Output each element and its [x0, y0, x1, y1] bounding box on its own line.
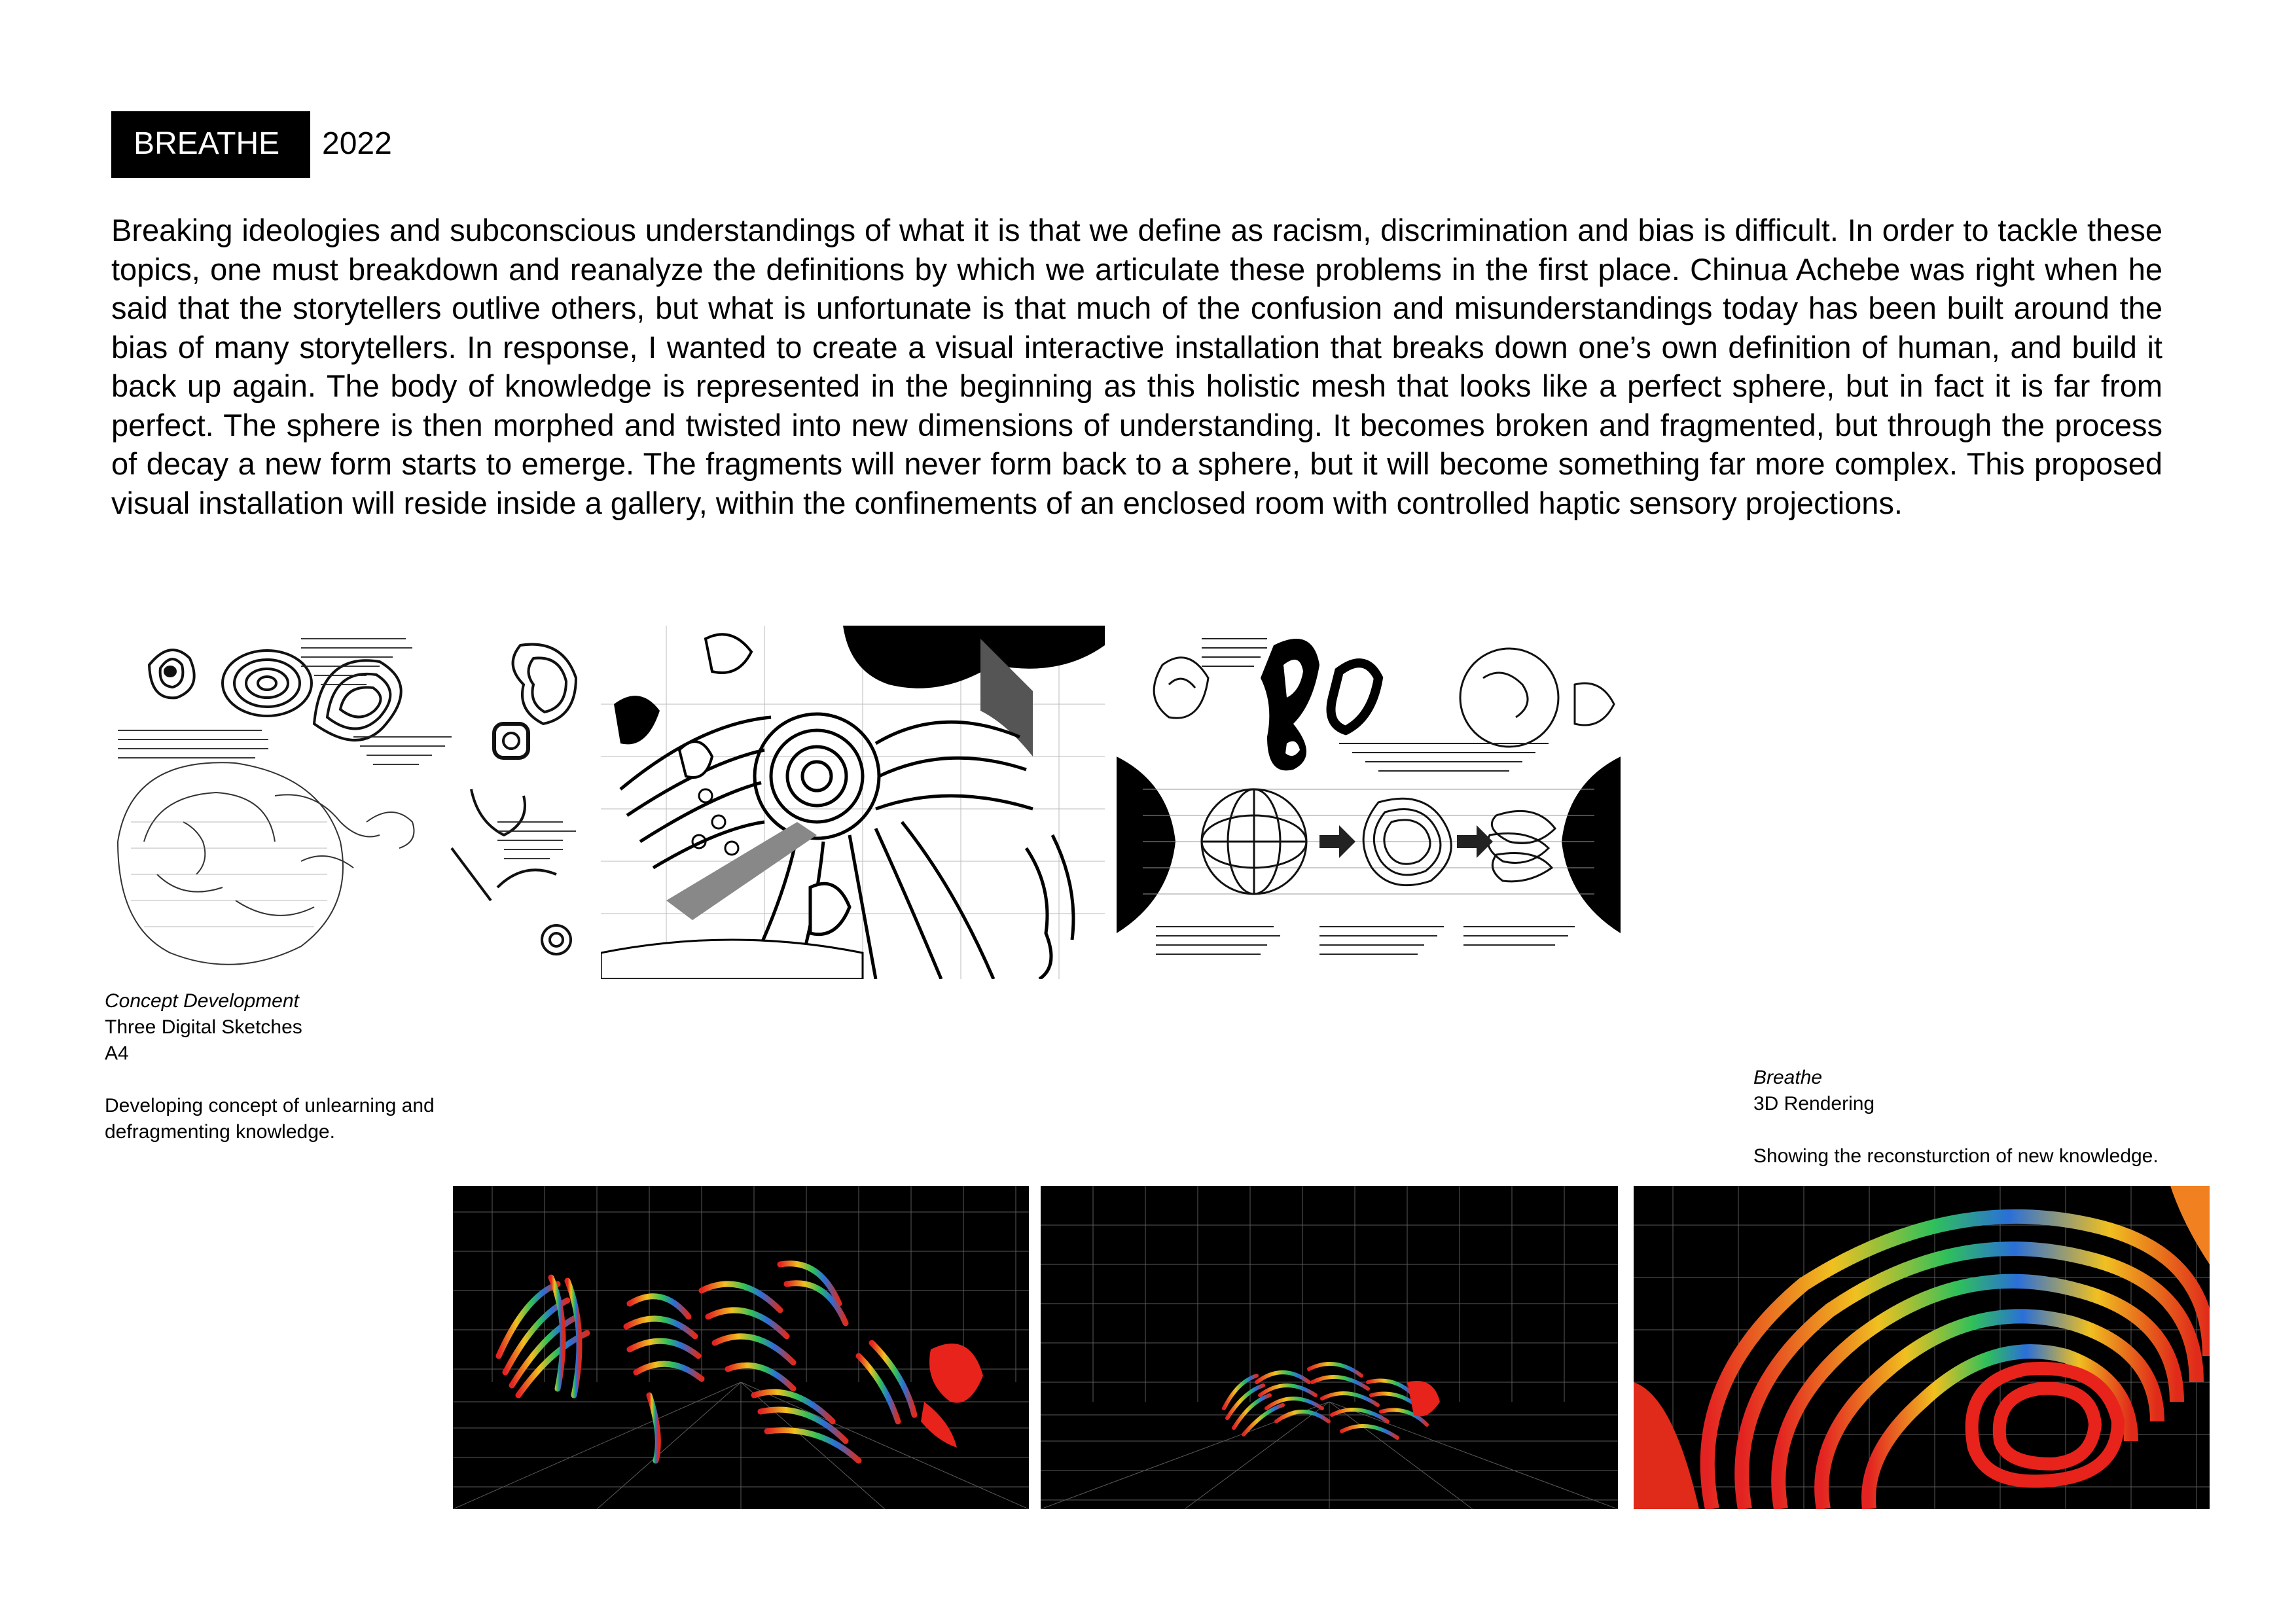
intro-paragraph: Breaking ideologies and subconscious understandings of what it is that we define as racism, discrimination and bias is difficult. In order to tackle these topics, one must breakdown and reanalyze the definitions by which we articulate these problems in the first place. Chinua Achebe was right when he said that the storytellers outlive others, but what is unfortunate is that much of the confusion and misunderstandings today has been built around the bias of many storytellers. In response, I wanted to create a visual interactive installation that breaks down one’s own definition of human, and build it back up again. The body of knowledge is represented in the beginning as this holistic mesh that looks like a perfect sphere, but in fact it is far from perfect. The sphere is then morphed and twisted into new dimensions of understanding. It becomes broken and fragmented, but through the process of decay a new form starts to emerge. The fragments will never form back to a sphere, but it will become something far more complex. This proposed visual installation will reside inside a gallery, within the confinements of an enclosed room with controlled haptic sensory projections.: [111, 213, 2162, 520]
sketch-baby-image: [105, 626, 589, 979]
render-closeup-image: [1634, 1186, 2210, 1509]
render-cluster-image: [1041, 1186, 1618, 1509]
title-box: [111, 111, 310, 178]
project-year: 2022: [322, 126, 392, 161]
caption-breathe-line1: 3D Rendering: [1753, 1093, 1875, 1115]
caption-breathe-title: Breathe: [1753, 1067, 1823, 1088]
caption-concept-desc1: Developing concept of unlearning and: [105, 1095, 435, 1116]
render-fragments-image: [453, 1186, 1029, 1509]
caption-breathe: [1753, 1065, 2212, 1169]
caption-concept-desc2: defragmenting knowledge.: [105, 1121, 335, 1143]
caption-concept-line1: Three Digital Sketches: [105, 1016, 302, 1038]
caption-breathe-desc: Showing the reconsturction of new knowledge.: [1753, 1145, 2159, 1167]
caption-concept: [105, 988, 563, 1145]
sketch-sphere-image: [1117, 626, 1621, 979]
caption-concept-line2: A4: [105, 1043, 129, 1064]
project-title: BREATHE: [134, 126, 280, 161]
sketch-abstract-image: [601, 626, 1105, 979]
caption-concept-title: Concept Development: [105, 990, 299, 1012]
